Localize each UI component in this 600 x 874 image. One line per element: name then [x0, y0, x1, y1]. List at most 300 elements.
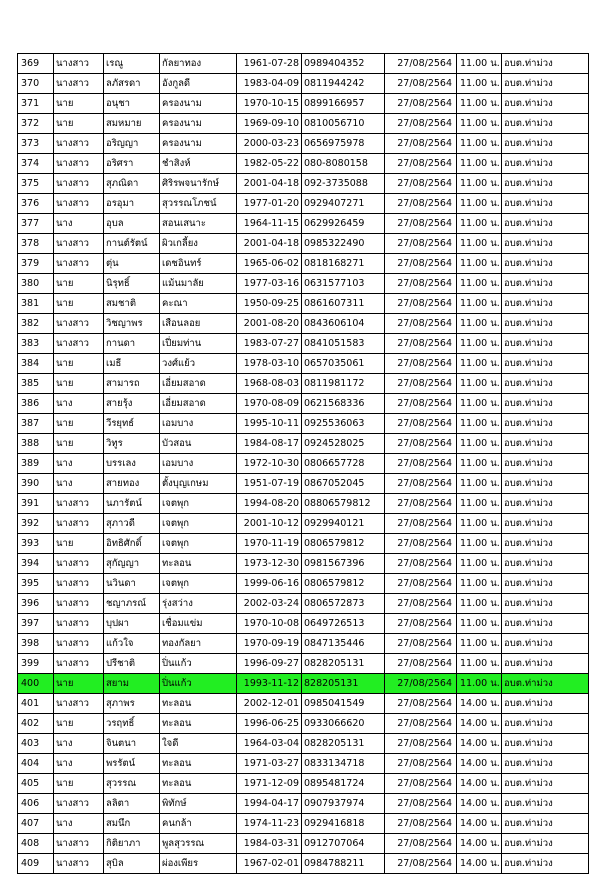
phone-number: 0989404352 [302, 54, 385, 74]
name-title: นาย [54, 414, 104, 434]
name-title: นางสาว [54, 74, 104, 94]
last-name: สอนเสนาะ [160, 214, 237, 234]
table-row [18, 834, 589, 854]
birth-date: 1967-02-01 [237, 854, 302, 874]
name-title: นาง [54, 474, 104, 494]
location: อบต.ท่าม่วง [502, 694, 589, 714]
location: อบต.ท่าม่วง [502, 474, 589, 494]
row-number: 379 [18, 254, 54, 274]
appointment-time: 14.00 น. [457, 854, 502, 874]
last-name: วงศ์แย้ว [160, 354, 237, 374]
row-number: 390 [18, 474, 54, 494]
registration-date: 27/08/2564 [385, 194, 457, 214]
row-number: 393 [18, 534, 54, 554]
phone-number: 0810056710 [302, 114, 385, 134]
phone-number: 0912707064 [302, 834, 385, 854]
name-title: นางสาว [54, 594, 104, 614]
location: อบต.ท่าม่วง [502, 254, 589, 274]
row-number: 405 [18, 774, 54, 794]
appointment-time: 11.00 น. [457, 574, 502, 594]
phone-number: 0806579812 [302, 534, 385, 554]
birth-date: 1950-09-25 [237, 294, 302, 314]
row-number: 399 [18, 654, 54, 674]
name-title: นางสาว [54, 794, 104, 814]
name-title: นางสาว [54, 154, 104, 174]
name-title: นางสาว [54, 334, 104, 354]
registration-date: 27/08/2564 [385, 274, 457, 294]
first-name: เมธี [104, 354, 160, 374]
table-row [18, 594, 589, 614]
name-title: นางสาว [54, 634, 104, 654]
registration-date: 27/08/2564 [385, 594, 457, 614]
last-name: ตั้งบุญเกษม [160, 474, 237, 494]
birth-date: 1970-10-08 [237, 614, 302, 634]
appointment-time: 11.00 น. [457, 114, 502, 134]
location: อบต.ท่าม่วง [502, 774, 589, 794]
table-row [18, 454, 589, 474]
name-title: นาง [54, 754, 104, 774]
row-number: 384 [18, 354, 54, 374]
name-title: นางสาว [54, 134, 104, 154]
phone-number: 0929407271 [302, 194, 385, 214]
birth-date: 1993-11-12 [237, 674, 302, 694]
location: อบต.ท่าม่วง [502, 394, 589, 414]
name-title: นาง [54, 214, 104, 234]
last-name: เปี่ยมท่าน [160, 334, 237, 354]
birth-date: 1978-03-10 [237, 354, 302, 374]
row-number: 381 [18, 294, 54, 314]
birth-date: 1970-09-19 [237, 634, 302, 654]
table-row [18, 494, 589, 514]
registration-date: 27/08/2564 [385, 354, 457, 374]
phone-number: 0985322490 [302, 234, 385, 254]
row-number: 401 [18, 694, 54, 714]
registration-date: 27/08/2564 [385, 674, 457, 694]
phone-number: 0895481724 [302, 774, 385, 794]
row-number: 388 [18, 434, 54, 454]
birth-date: 1961-07-28 [237, 54, 302, 74]
phone-number: 0899166957 [302, 94, 385, 114]
birth-date: 1970-10-15 [237, 94, 302, 114]
name-title: นาย [54, 534, 104, 554]
birth-date: 1994-04-17 [237, 794, 302, 814]
first-name: ลภัสรดา [104, 74, 160, 94]
appointment-time: 11.00 น. [457, 154, 502, 174]
name-title: นางสาว [54, 614, 104, 634]
name-title: นางสาว [54, 234, 104, 254]
location: อบต.ท่าม่วง [502, 454, 589, 474]
appointment-time: 11.00 น. [457, 234, 502, 254]
first-name: นิรุทธิ์ [104, 274, 160, 294]
location: อบต.ท่าม่วง [502, 214, 589, 234]
table-row [18, 94, 589, 114]
registration-table [17, 53, 589, 874]
phone-number: 0621568336 [302, 394, 385, 414]
first-name: ลลิตา [104, 794, 160, 814]
name-title: นางสาว [54, 654, 104, 674]
first-name: อริญญา [104, 134, 160, 154]
first-name: สุบิล [104, 854, 160, 874]
location: อบต.ท่าม่วง [502, 154, 589, 174]
phone-number: 0811981172 [302, 374, 385, 394]
row-number: 404 [18, 754, 54, 774]
table-row [18, 234, 589, 254]
registration-date: 27/08/2564 [385, 94, 457, 114]
registration-date: 27/08/2564 [385, 634, 457, 654]
birth-date: 1983-04-09 [237, 74, 302, 94]
location: อบต.ท่าม่วง [502, 114, 589, 134]
birth-date: 1984-08-17 [237, 434, 302, 454]
first-name: วิทูร [104, 434, 160, 454]
appointment-time: 11.00 น. [457, 454, 502, 474]
name-title: นางสาว [54, 834, 104, 854]
last-name: ทองกัลยา [160, 634, 237, 654]
row-number: 371 [18, 94, 54, 114]
appointment-time: 14.00 น. [457, 794, 502, 814]
last-name: เดชอินทร์ [160, 254, 237, 274]
name-title: นาง [54, 394, 104, 414]
row-number: 392 [18, 514, 54, 534]
location: อบต.ท่าม่วง [502, 294, 589, 314]
last-name: แม้นมาลัย [160, 274, 237, 294]
row-number: 386 [18, 394, 54, 414]
last-name: ทะลอน [160, 754, 237, 774]
registration-date: 27/08/2564 [385, 794, 457, 814]
table-row [18, 214, 589, 234]
registration-date: 27/08/2564 [385, 814, 457, 834]
name-title: นางสาว [54, 694, 104, 714]
first-name: อรอุมา [104, 194, 160, 214]
birth-date: 2002-12-01 [237, 694, 302, 714]
appointment-time: 11.00 น. [457, 474, 502, 494]
phone-number: 0806579812 [302, 574, 385, 594]
phone-number: 0806572873 [302, 594, 385, 614]
first-name: สมชาติ [104, 294, 160, 314]
first-name: กานดา [104, 334, 160, 354]
table-row [18, 54, 589, 74]
table-row [18, 374, 589, 394]
row-number: 370 [18, 74, 54, 94]
phone-number: 080-8080158 [302, 154, 385, 174]
row-number: 387 [18, 414, 54, 434]
table-row [18, 74, 589, 94]
row-number: 398 [18, 634, 54, 654]
registration-date: 27/08/2564 [385, 294, 457, 314]
appointment-time: 11.00 น. [457, 174, 502, 194]
last-name: เอมบาง [160, 414, 237, 434]
registration-date: 27/08/2564 [385, 254, 457, 274]
table-row [18, 194, 589, 214]
location: อบต.ท่าม่วง [502, 274, 589, 294]
name-title: นางสาว [54, 574, 104, 594]
registration-date: 27/08/2564 [385, 534, 457, 554]
registration-date: 27/08/2564 [385, 754, 457, 774]
name-title: นาย [54, 714, 104, 734]
phone-number: 0649726513 [302, 614, 385, 634]
last-name: เสือนลอย [160, 314, 237, 334]
location: อบต.ท่าม่วง [502, 434, 589, 454]
name-title: นางสาว [54, 194, 104, 214]
table-row [18, 554, 589, 574]
first-name: อริศรา [104, 154, 160, 174]
first-name: ชญาภรณ์ [104, 594, 160, 614]
first-name: สมหมาย [104, 114, 160, 134]
last-name: อังกูลดี [160, 74, 237, 94]
appointment-time: 11.00 น. [457, 614, 502, 634]
first-name: อิทธิศักดิ์ [104, 534, 160, 554]
name-title: นาย [54, 434, 104, 454]
last-name: เจตพุก [160, 574, 237, 594]
birth-date: 1994-08-20 [237, 494, 302, 514]
last-name: ผ่องเพียร [160, 854, 237, 874]
table-body [18, 54, 589, 874]
table-row [18, 174, 589, 194]
appointment-time: 11.00 น. [457, 314, 502, 334]
registration-date: 27/08/2564 [385, 834, 457, 854]
last-name: คนกล้า [160, 814, 237, 834]
table-row [18, 634, 589, 654]
appointment-time: 11.00 น. [457, 74, 502, 94]
birth-date: 1982-05-22 [237, 154, 302, 174]
last-name: ครองนาม [160, 134, 237, 154]
name-title: นางสาว [54, 174, 104, 194]
birth-date: 1977-01-20 [237, 194, 302, 214]
location: อบต.ท่าม่วง [502, 614, 589, 634]
appointment-time: 11.00 น. [457, 554, 502, 574]
phone-number: 828205131 [302, 674, 385, 694]
location: อบต.ท่าม่วง [502, 174, 589, 194]
phone-number: 0933066620 [302, 714, 385, 734]
first-name: เรณู [104, 54, 160, 74]
birth-date: 2000-03-23 [237, 134, 302, 154]
first-name: กานต์รัตน์ [104, 234, 160, 254]
name-title: นาย [54, 274, 104, 294]
name-title: นางสาว [54, 54, 104, 74]
row-number: 408 [18, 834, 54, 854]
row-number: 407 [18, 814, 54, 834]
first-name: บุปผา [104, 614, 160, 634]
table-row [18, 434, 589, 454]
location: อบต.ท่าม่วง [502, 574, 589, 594]
row-number: 369 [18, 54, 54, 74]
location: อบต.ท่าม่วง [502, 314, 589, 334]
last-name: ชำสิงห์ [160, 154, 237, 174]
birth-date: 1951-07-19 [237, 474, 302, 494]
table-row [18, 474, 589, 494]
location: อบต.ท่าม่วง [502, 794, 589, 814]
name-title: นาย [54, 114, 104, 134]
name-title: นาง [54, 814, 104, 834]
last-name: ศิริรพจนารักษ์ [160, 174, 237, 194]
row-number: 376 [18, 194, 54, 214]
name-title: นางสาว [54, 254, 104, 274]
first-name: ปรีชาติ [104, 654, 160, 674]
last-name: ปิ่นแก้ว [160, 674, 237, 694]
phone-number: 0861607311 [302, 294, 385, 314]
table-row [18, 794, 589, 814]
appointment-time: 11.00 น. [457, 414, 502, 434]
last-name: บัวสอน [160, 434, 237, 454]
table-row [18, 294, 589, 314]
location: อบต.ท่าม่วง [502, 654, 589, 674]
birth-date: 2001-04-18 [237, 234, 302, 254]
first-name: สายรุ้ง [104, 394, 160, 414]
first-name: แก้วใจ [104, 634, 160, 654]
table-row [18, 734, 589, 754]
table-row [18, 134, 589, 154]
phone-number: 0631577103 [302, 274, 385, 294]
location: อบต.ท่าม่วง [502, 414, 589, 434]
row-number: 391 [18, 494, 54, 514]
first-name: สุภณิดา [104, 174, 160, 194]
location: อบต.ท่าม่วง [502, 494, 589, 514]
table-row [18, 534, 589, 554]
first-name: พรรัตน์ [104, 754, 160, 774]
appointment-time: 14.00 น. [457, 834, 502, 854]
appointment-time: 11.00 น. [457, 254, 502, 274]
registration-date: 27/08/2564 [385, 774, 457, 794]
phone-number: 0818168271 [302, 254, 385, 274]
row-number: 395 [18, 574, 54, 594]
location: อบต.ท่าม่วง [502, 134, 589, 154]
birth-date: 1977-03-16 [237, 274, 302, 294]
phone-number: 0833134718 [302, 754, 385, 774]
table-row [18, 754, 589, 774]
row-number: 396 [18, 594, 54, 614]
first-name: จินตนา [104, 734, 160, 754]
phone-number: 0929416818 [302, 814, 385, 834]
location: อบต.ท่าม่วง [502, 94, 589, 114]
appointment-time: 11.00 น. [457, 274, 502, 294]
registration-date: 27/08/2564 [385, 574, 457, 594]
birth-date: 1969-09-10 [237, 114, 302, 134]
table-row [18, 314, 589, 334]
table-row [18, 694, 589, 714]
location: อบต.ท่าม่วง [502, 554, 589, 574]
appointment-time: 11.00 น. [457, 334, 502, 354]
first-name: สุภาวดี [104, 514, 160, 534]
table-row [18, 154, 589, 174]
birth-date: 1971-12-09 [237, 774, 302, 794]
row-number: 406 [18, 794, 54, 814]
last-name: ครองนาม [160, 114, 237, 134]
phone-number: 0981567396 [302, 554, 385, 574]
registration-date: 27/08/2564 [385, 74, 457, 94]
first-name: สุวรรณ [104, 774, 160, 794]
name-title: นาง [54, 454, 104, 474]
appointment-time: 11.00 น. [457, 134, 502, 154]
phone-number: 0843606104 [302, 314, 385, 334]
first-name: นภารัตน์ [104, 494, 160, 514]
last-name: ใจดี [160, 734, 237, 754]
row-number: 409 [18, 854, 54, 874]
last-name: คะณา [160, 294, 237, 314]
location: อบต.ท่าม่วง [502, 74, 589, 94]
registration-date: 27/08/2564 [385, 154, 457, 174]
phone-number: 0841051583 [302, 334, 385, 354]
row-number: 374 [18, 154, 54, 174]
location: อบต.ท่าม่วง [502, 814, 589, 834]
appointment-time: 14.00 น. [457, 754, 502, 774]
table-row [18, 854, 589, 874]
appointment-time: 11.00 น. [457, 214, 502, 234]
name-title: นางสาว [54, 494, 104, 514]
birth-date: 2001-08-20 [237, 314, 302, 334]
phone-number: 0925536063 [302, 414, 385, 434]
first-name: วรฤทธิ์ [104, 714, 160, 734]
appointment-time: 11.00 น. [457, 654, 502, 674]
last-name: เจตพุก [160, 534, 237, 554]
appointment-time: 11.00 น. [457, 594, 502, 614]
appointment-time: 11.00 น. [457, 514, 502, 534]
last-name: ทะลอน [160, 694, 237, 714]
appointment-time: 11.00 น. [457, 194, 502, 214]
table-row [18, 654, 589, 674]
appointment-time: 11.00 น. [457, 674, 502, 694]
location: อบต.ท่าม่วง [502, 674, 589, 694]
name-title: นางสาว [54, 554, 104, 574]
location: อบต.ท่าม่วง [502, 334, 589, 354]
location: อบต.ท่าม่วง [502, 834, 589, 854]
name-title: นาย [54, 374, 104, 394]
location: อบต.ท่าม่วง [502, 234, 589, 254]
location: อบต.ท่าม่วง [502, 714, 589, 734]
last-name: ทะลอน [160, 714, 237, 734]
last-name: สุวรรณโภชน์ [160, 194, 237, 214]
appointment-time: 11.00 น. [457, 434, 502, 454]
last-name: ทะลอน [160, 554, 237, 574]
location: อบต.ท่าม่วง [502, 194, 589, 214]
name-title: นาย [54, 354, 104, 374]
row-number: 380 [18, 274, 54, 294]
appointment-time: 14.00 น. [457, 694, 502, 714]
registration-date: 27/08/2564 [385, 234, 457, 254]
registration-date: 27/08/2564 [385, 654, 457, 674]
row-number: 383 [18, 334, 54, 354]
appointment-time: 14.00 น. [457, 734, 502, 754]
name-title: นางสาว [54, 514, 104, 534]
registration-date: 27/08/2564 [385, 474, 457, 494]
phone-number: 0806657728 [302, 454, 385, 474]
first-name: บรรเลง [104, 454, 160, 474]
row-number: 389 [18, 454, 54, 474]
table-row [18, 614, 589, 634]
table-row [18, 514, 589, 534]
appointment-time: 14.00 น. [457, 714, 502, 734]
appointment-time: 14.00 น. [457, 814, 502, 834]
birth-date: 2001-10-12 [237, 514, 302, 534]
appointment-time: 11.00 น. [457, 54, 502, 74]
registration-date: 27/08/2564 [385, 414, 457, 434]
table-row [18, 334, 589, 354]
row-number: 372 [18, 114, 54, 134]
table-row [18, 774, 589, 794]
birth-date: 1995-10-11 [237, 414, 302, 434]
registration-date: 27/08/2564 [385, 614, 457, 634]
first-name: สามารถ [104, 374, 160, 394]
location: อบต.ท่าม่วง [502, 734, 589, 754]
phone-number: 0929940121 [302, 514, 385, 534]
birth-date: 1968-08-03 [237, 374, 302, 394]
registration-date: 27/08/2564 [385, 134, 457, 154]
appointment-time: 11.00 น. [457, 394, 502, 414]
row-number: 394 [18, 554, 54, 574]
phone-number: 0984788211 [302, 854, 385, 874]
last-name: รุ่งสว่าง [160, 594, 237, 614]
last-name: ปิ่นแก้ว [160, 654, 237, 674]
registration-date: 27/08/2564 [385, 554, 457, 574]
name-title: นาย [54, 674, 104, 694]
